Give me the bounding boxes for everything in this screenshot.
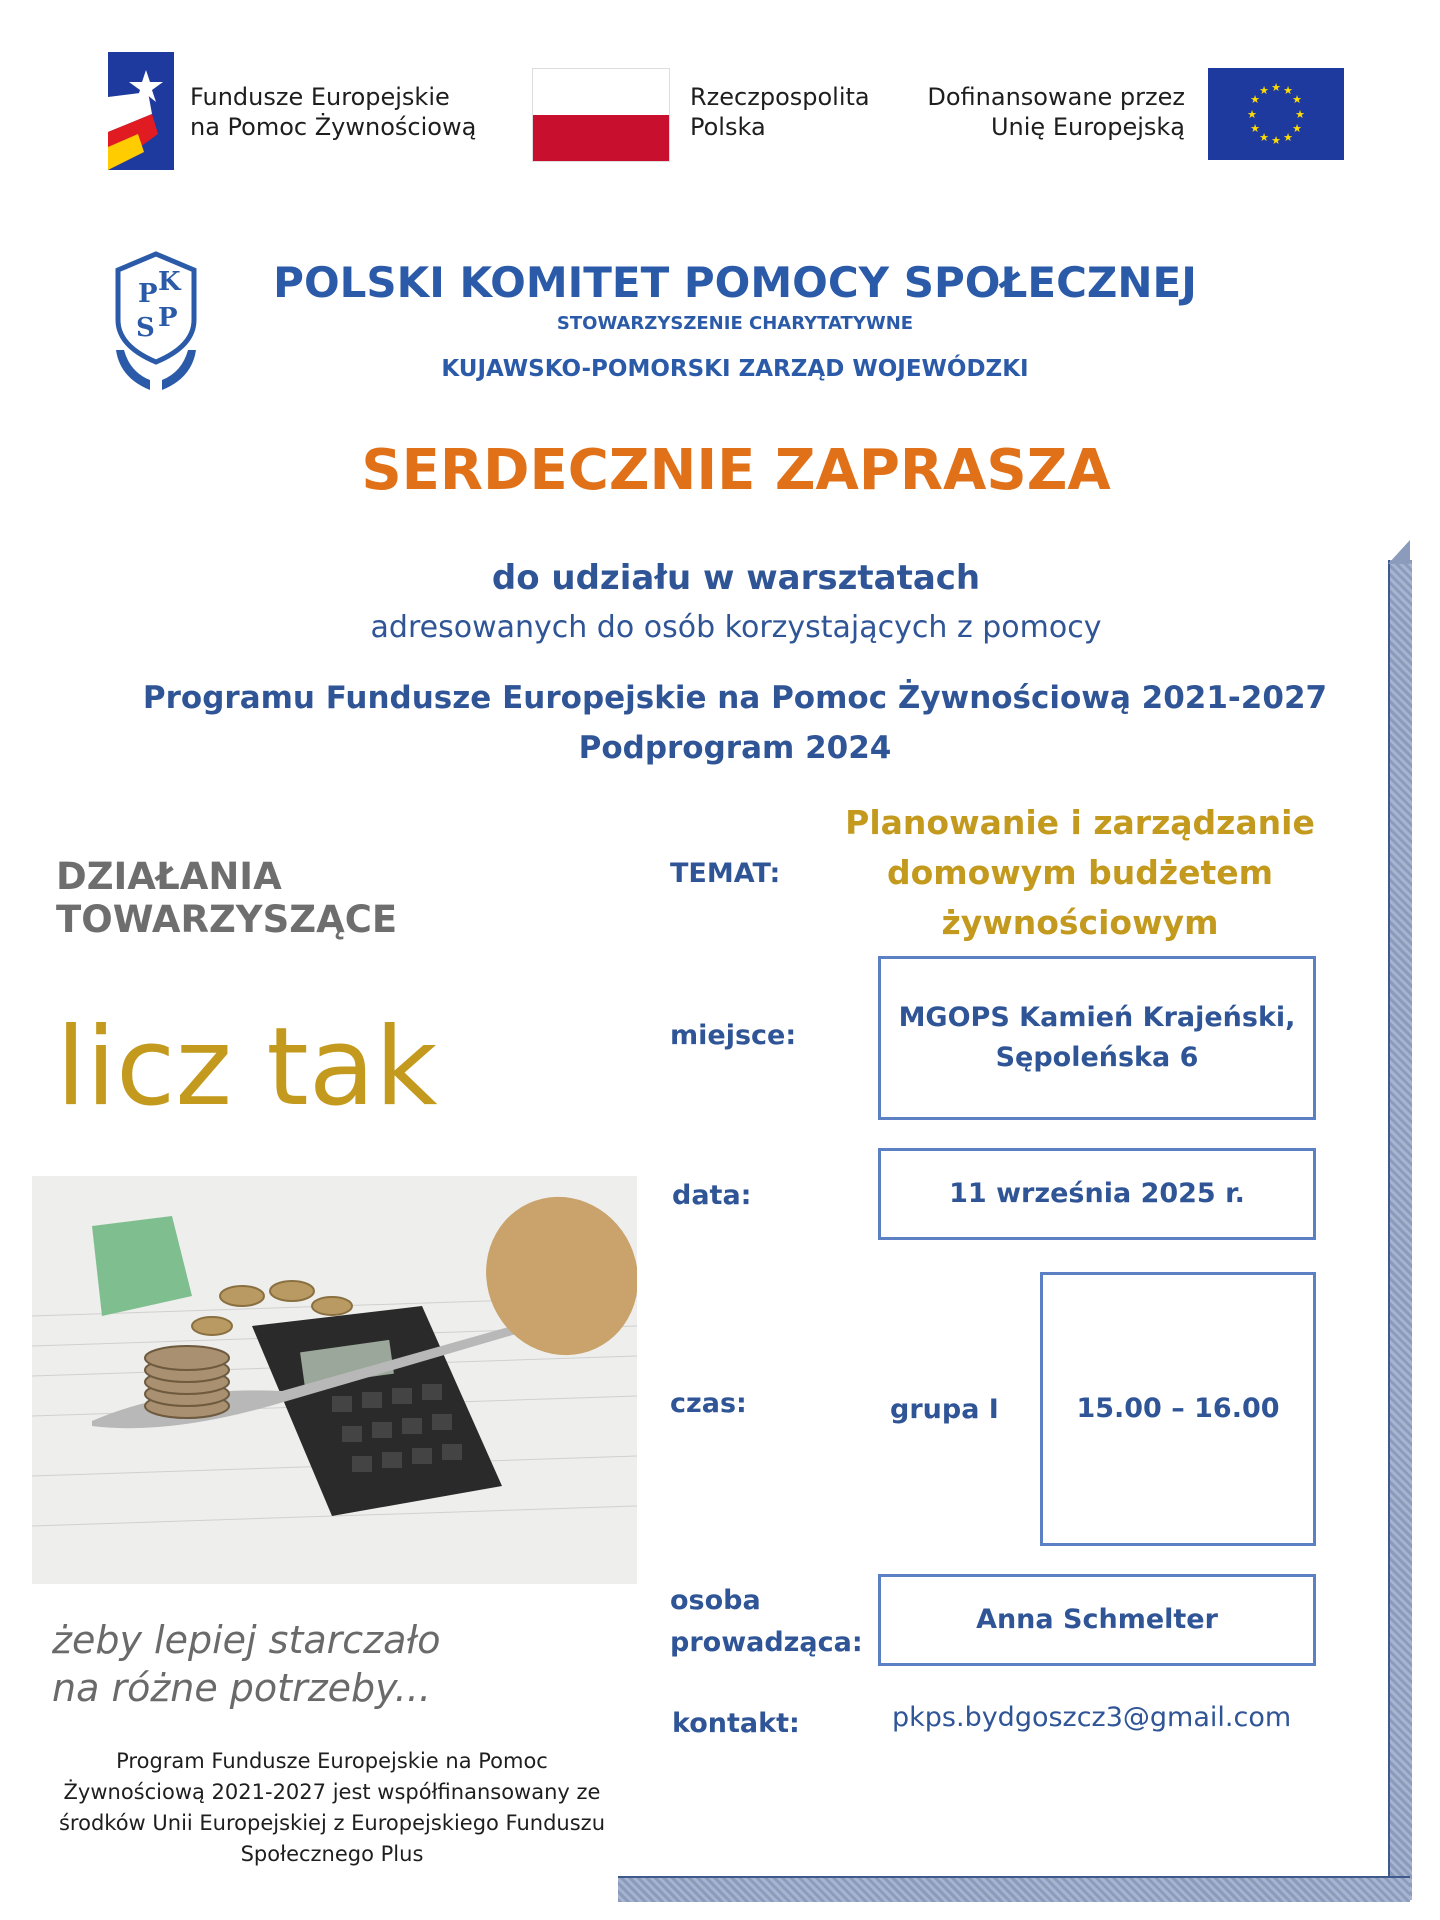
date-label: data: <box>672 1180 752 1211</box>
host-value: Anna Schmelter <box>976 1604 1218 1635</box>
footnote-line4: Społecznego Plus <box>240 1842 424 1866</box>
footnote-line1: Program Fundusze Europejskie na Pomoc <box>116 1749 548 1773</box>
topic-line1: Planowanie i zarządzanie <box>845 803 1315 842</box>
fepz-logo <box>108 52 174 170</box>
topic-label: TEMAT: <box>670 858 781 889</box>
svg-text:★: ★ <box>1295 108 1305 121</box>
topic-value <box>830 798 1330 948</box>
tagline <box>52 1616 441 1712</box>
eu-line2: Unię Europejską <box>990 113 1185 141</box>
org-branch: KUJAWSKO-POMORSKI ZARZĄD WOJEWÓDZKI <box>441 356 1029 382</box>
place-line1: MGOPS Kamień Krajeński, <box>898 1002 1296 1033</box>
svg-text:★: ★ <box>1271 81 1281 94</box>
host-label-line2: prowadząca: <box>670 1627 863 1658</box>
invite-line1: do udziału w warsztatach <box>491 558 981 598</box>
frame-corner <box>1388 540 1410 564</box>
topic-line3: żywnościowym <box>941 903 1219 942</box>
rp-line2: Polska <box>690 113 766 141</box>
contact-label: kontakt: <box>672 1708 800 1739</box>
frame-bottom-edge <box>618 1876 1410 1902</box>
svg-text:P: P <box>158 303 178 333</box>
rp-text <box>690 82 870 142</box>
tagline-line2: na różne potrzeby... <box>52 1666 431 1710</box>
group-label: grupa I <box>890 1394 999 1425</box>
place-label: miejsce: <box>670 1020 797 1051</box>
svg-text:★: ★ <box>1283 131 1293 144</box>
rp-line1: Rzeczpospolita <box>690 83 870 111</box>
svg-text:★: ★ <box>1247 108 1257 121</box>
activities-title: DZIAŁANIA TOWARZYSZĄCE <box>56 855 398 941</box>
time-label: czas: <box>670 1388 747 1419</box>
eu-line1: Dofinansowane przez <box>927 83 1185 111</box>
svg-text:★: ★ <box>1292 122 1302 135</box>
polish-flag <box>532 68 670 162</box>
footnote-line3: środków Unii Europejskiej z Europejskiego Funduszu <box>58 1811 606 1835</box>
date-value: 11 września 2025 r. <box>949 1178 1245 1209</box>
headline: SERDECZNIE ZAPRASZA <box>361 438 1111 503</box>
host-box <box>878 1574 1316 1666</box>
svg-text:S: S <box>136 313 155 343</box>
date-box <box>878 1148 1316 1240</box>
fepz-text <box>190 82 476 142</box>
fepz-line2: na Pomoc Żywnościową <box>190 113 477 141</box>
svg-text:★: ★ <box>1259 131 1269 144</box>
svg-text:P: P <box>138 279 158 309</box>
topic-line2: domowym budżetem <box>886 853 1274 892</box>
eu-flag <box>1208 68 1344 160</box>
slogan: licz tak <box>56 1005 438 1130</box>
org-subtitle: STOWARZYSZENIE CHARYTATYWNE <box>556 313 914 334</box>
fepz-line1: Fundusze Europejskie <box>190 83 450 111</box>
time-value: 15.00 – 16.00 <box>1076 1393 1280 1424</box>
svg-text:K: K <box>158 267 181 297</box>
svg-text:★: ★ <box>1271 134 1281 147</box>
svg-text:★: ★ <box>1292 93 1302 106</box>
budget-photo <box>32 1176 637 1584</box>
frame-right-edge <box>1388 560 1412 1900</box>
svg-text:★: ★ <box>1259 84 1269 97</box>
org-title: POLSKI KOMITET POMOCY SPOŁECZNEJ <box>273 258 1197 307</box>
footnote <box>32 1746 632 1870</box>
svg-text:★: ★ <box>1250 93 1260 106</box>
footnote-line2: Żywnościową 2021-2027 jest współfinansowany ze <box>63 1780 601 1804</box>
tagline-line1: żeby lepiej starczało <box>52 1618 441 1662</box>
place-box <box>878 956 1316 1120</box>
host-label <box>670 1580 863 1664</box>
place-line2: Sępoleńska 6 <box>995 1042 1199 1073</box>
eu-text <box>900 82 1185 142</box>
invite-line2: adresowanych do osób korzystających z pomocy <box>370 610 1102 645</box>
contact-email[interactable]: pkps.bydgoszcz3@gmail.com <box>892 1702 1292 1733</box>
host-label-line1: osoba <box>670 1585 761 1616</box>
program-line1: Programu Fundusze Europejskie na Pomoc Żywnościową 2021-2027 <box>142 680 1328 716</box>
svg-text:★: ★ <box>1283 84 1293 97</box>
pksp-logo <box>110 250 202 395</box>
program-line2: Podprogram 2024 <box>578 730 892 766</box>
time-box <box>1040 1272 1316 1546</box>
svg-text:★: ★ <box>1250 122 1260 135</box>
